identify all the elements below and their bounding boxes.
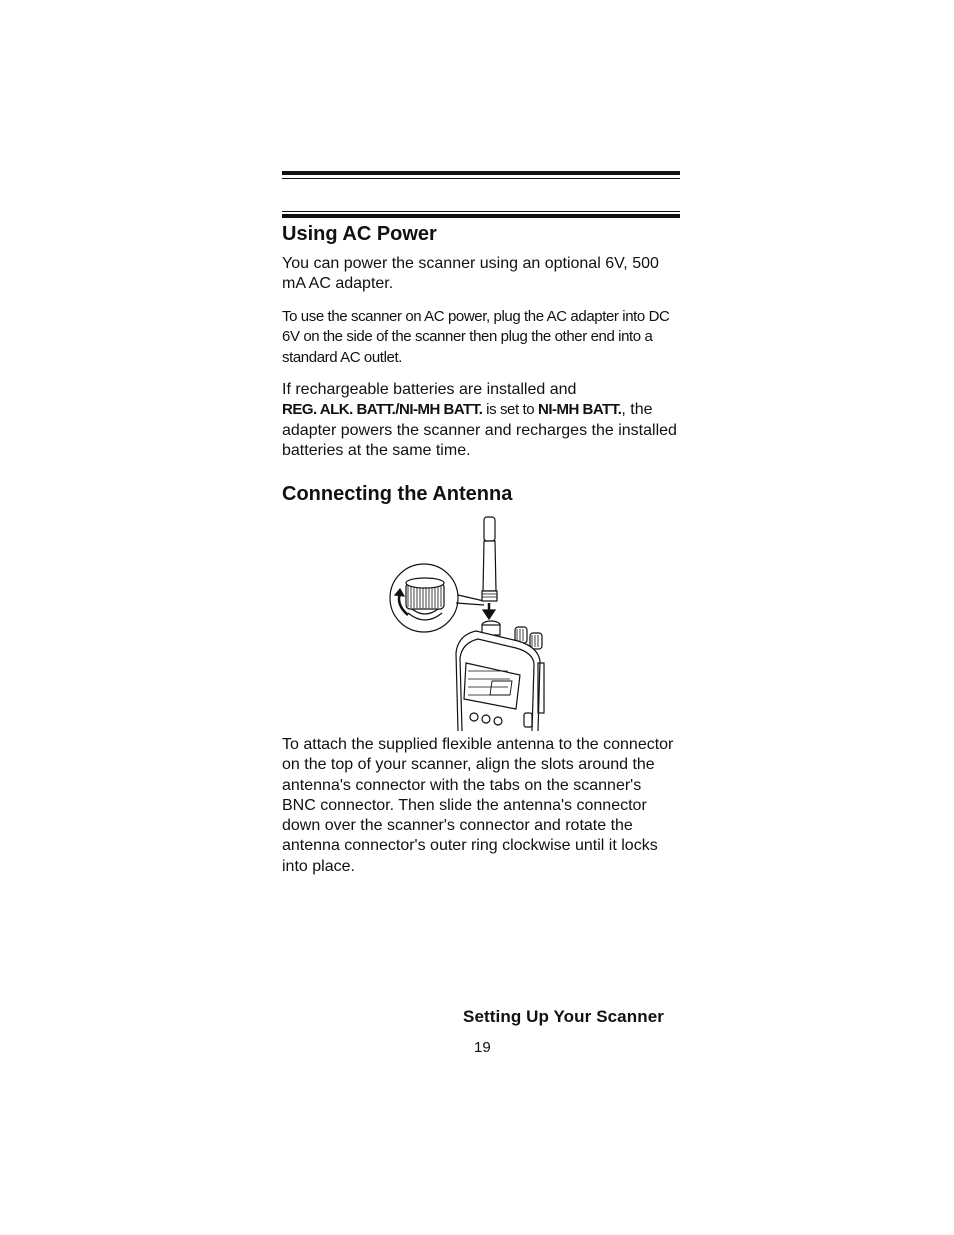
antenna-attach-icon bbox=[388, 513, 548, 731]
heading-connecting-antenna: Connecting the Antenna bbox=[282, 483, 513, 505]
para-rechargeable bbox=[282, 380, 682, 461]
para-antenna-howto: To attach the supplied flexible antenna to the connector on the top of your scanner, align the slots around the antenna's connector with the tabs on the scanner's BNC connector. Then slide the antenna's connector down over the scanner's connector and rotate the antenna connector's outer ring clockwise until it locks into place. bbox=[282, 736, 674, 875]
comma: , bbox=[621, 401, 626, 419]
para-ac-power-howto-text: To use the scanner on AC power, plug the AC adapter into DC 6V on the side of the scanner then plug the other end into a standard AC outlet. bbox=[282, 308, 670, 366]
section-rule bbox=[282, 211, 680, 218]
heading-using-ac-power: Using AC Power bbox=[282, 223, 437, 245]
footer-chapter-title: Setting Up Your Scanner bbox=[463, 1007, 664, 1026]
para-ac-adapter: You can power the scanner using an optional 6V, 500 mA AC adapter. bbox=[282, 255, 659, 293]
set-to-text: is set to bbox=[482, 401, 538, 419]
para-ac-power-howto bbox=[282, 307, 682, 368]
page-number: 19 bbox=[474, 1039, 491, 1056]
antenna-attach-illustration bbox=[388, 513, 548, 731]
para-rechargeable-rest: the adapter powers the scanner and recharges the installed batteries at the same time. bbox=[282, 401, 677, 459]
top-double-rule bbox=[282, 171, 680, 179]
switch-setting: NI-MH BATT. bbox=[538, 401, 622, 419]
switch-name: REG. ALK. BATT./NI-MH BATT. bbox=[282, 401, 483, 419]
para-rechargeable-line1: If rechargeable batteries are installed and bbox=[282, 381, 577, 398]
